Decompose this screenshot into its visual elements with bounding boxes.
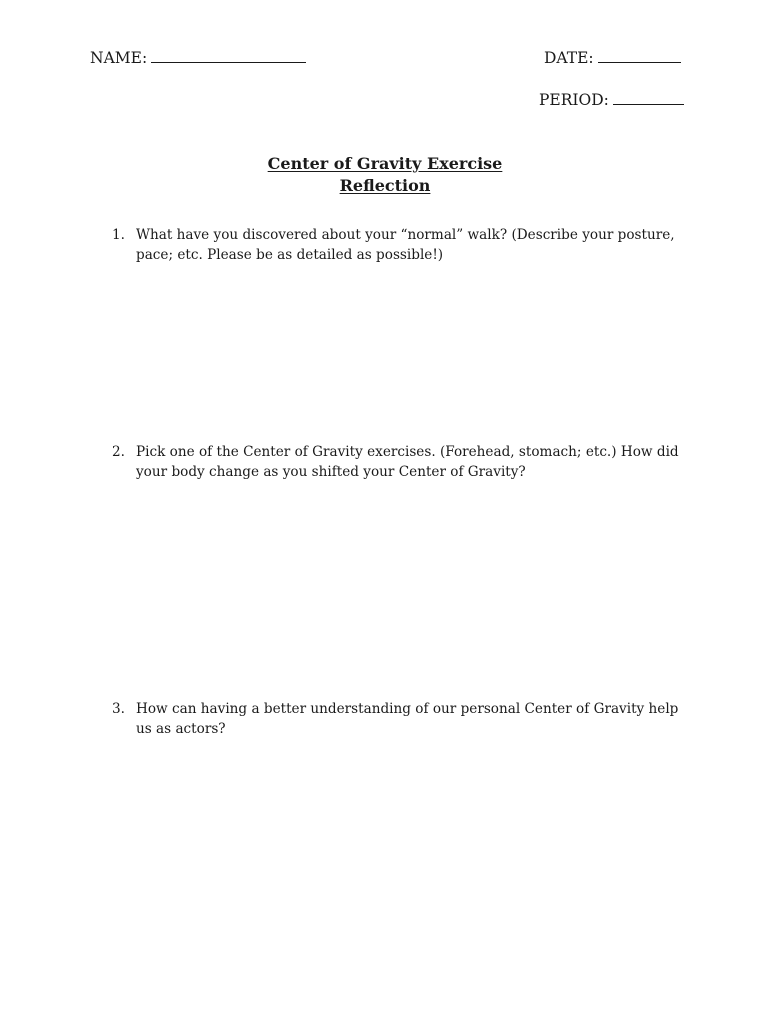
period-field [539,90,684,110]
worksheet-title [0,153,770,197]
title-line-2: Reflection [339,176,431,195]
question-text: How can having a better understanding of our personal Center of Gravity help us as actors? [136,701,679,737]
question-1 [112,225,680,265]
name-label: NAME: [90,49,148,67]
name-blank-line[interactable] [151,48,306,63]
question-3 [112,699,680,739]
period-label: PERIOD: [539,91,609,109]
question-number: 2. [112,444,125,460]
question-text: What have you discovered about your “normal” walk? (Describe your posture, pace; etc. Please be as detailed as possible!) [136,227,675,263]
name-field [90,48,306,68]
date-field [544,48,681,68]
question-2 [112,442,680,482]
date-blank-line[interactable] [598,48,681,63]
date-label: DATE: [544,49,594,67]
question-number: 1. [112,227,125,243]
question-text: Pick one of the Center of Gravity exercises. (Forehead, stomach; etc.) How did your body change as you shifted your Center of Gravity? [136,444,679,480]
question-number: 3. [112,701,125,717]
title-line-1: Center of Gravity Exercise [267,154,503,173]
period-blank-line[interactable] [613,90,684,105]
